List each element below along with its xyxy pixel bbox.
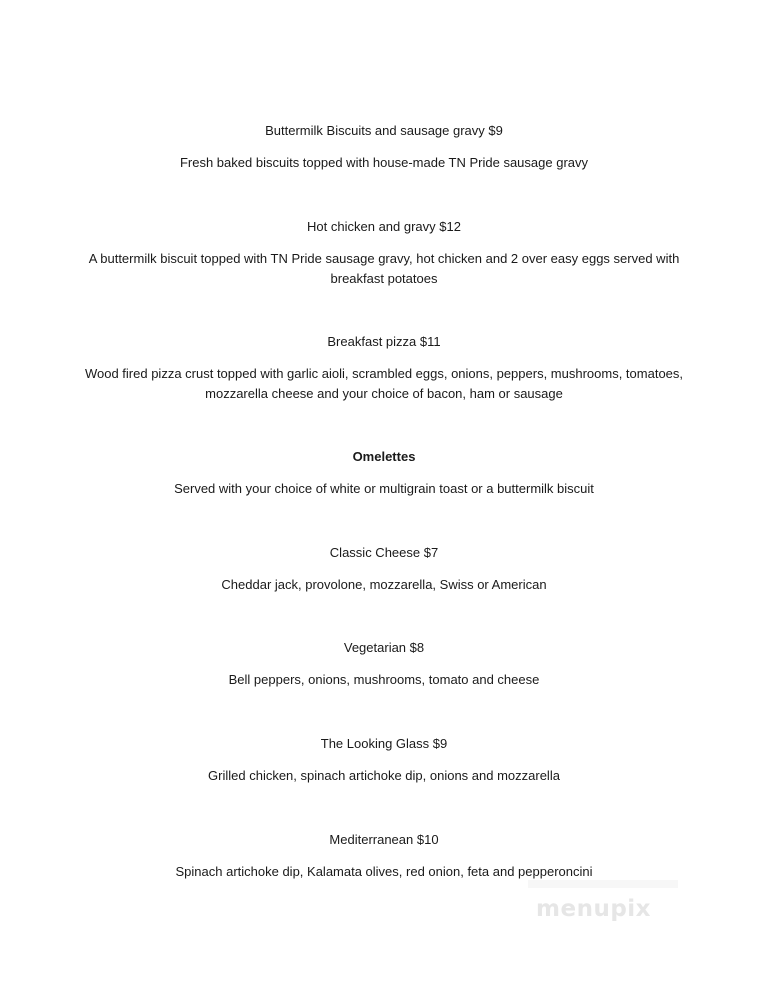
menu-item-description: A buttermilk biscuit topped with TN Pride sausage gravy, hot chicken and 2 over easy eggs served with breakfast potatoes [88, 251, 680, 286]
omelette-description: Grilled chicken, spinach artichoke dip, onions and mozzarella [208, 768, 560, 783]
omelette-description: Cheddar jack, provolone, mozzarella, Swiss or American [221, 577, 547, 592]
menu-item-title: Buttermilk Biscuits and sausage gravy $9 [265, 123, 503, 138]
watermark-shadow [528, 880, 678, 888]
menu-item-description: Fresh baked biscuits topped with house-made TN Pride sausage gravy [179, 155, 589, 170]
omelette-title: Classic Cheese $7 [329, 545, 439, 560]
omelette-title: The Looking Glass $9 [320, 736, 448, 751]
section-subheading: Served with your choice of white or multigrain toast or a buttermilk biscuit [174, 481, 594, 496]
omelette-description: Bell peppers, onions, mushrooms, tomato and cheese [228, 672, 540, 687]
omelette-title: Vegetarian $8 [343, 640, 425, 655]
menupix-watermark: menupix [536, 896, 651, 922]
omelette-title: Mediterranean $10 [329, 832, 439, 847]
omelette-description: Spinach artichoke dip, Kalamata olives, red onion, feta and pepperoncini [175, 864, 593, 879]
menu-item-title: Breakfast pizza $11 [327, 334, 441, 349]
menu-item-description: Wood fired pizza crust topped with garlic aioli, scrambled eggs, onions, peppers, mushrooms, tomatoes, mozzarella cheese and your choice of bacon, ham or sausage [84, 366, 684, 401]
menu-item-title: Hot chicken and gravy $12 [307, 219, 461, 234]
section-heading-omelettes: Omelettes [352, 449, 416, 464]
